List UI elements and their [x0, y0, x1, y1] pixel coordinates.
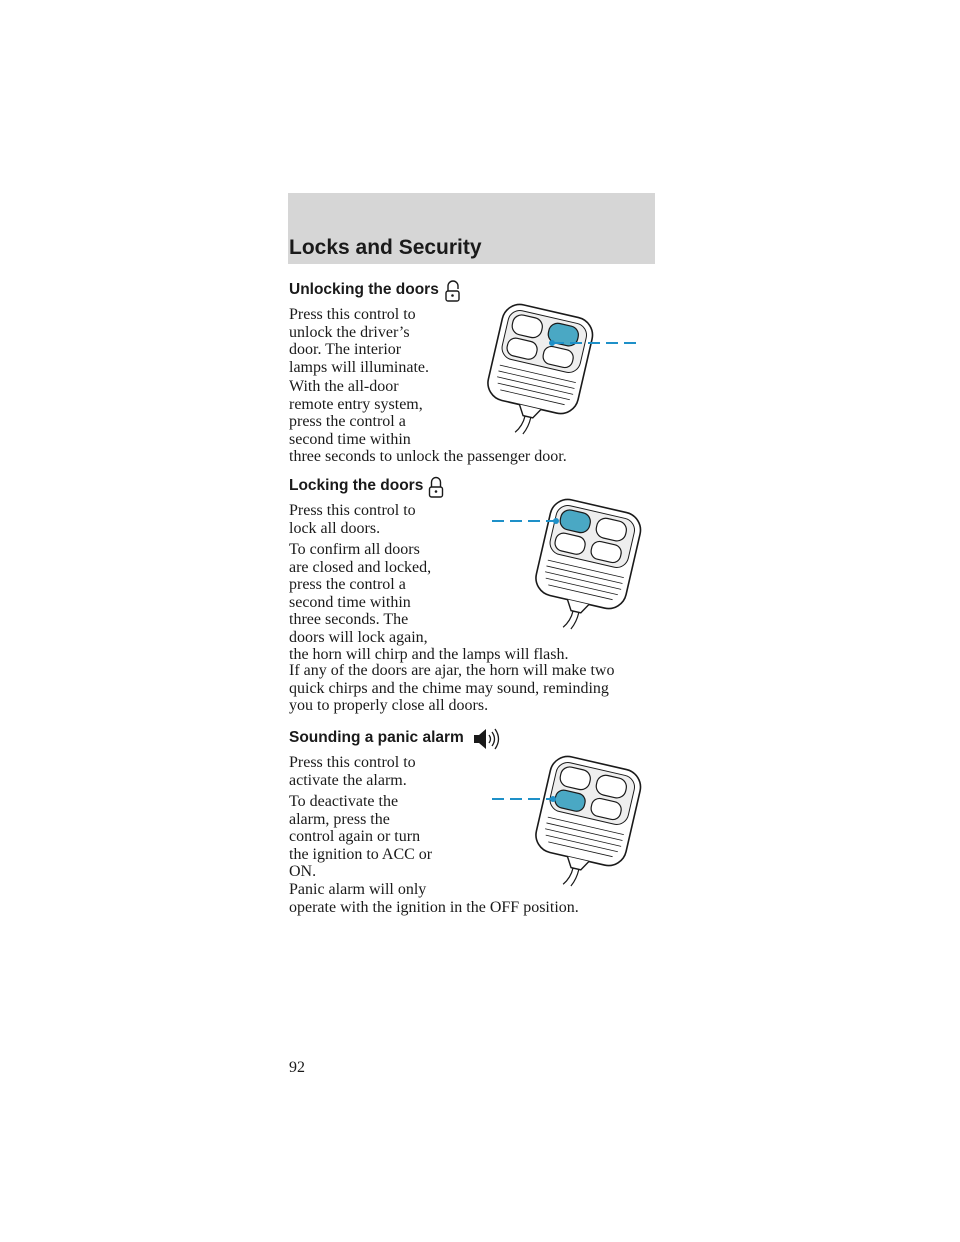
- panic-paragraph-3: Panic alarm will only operate with the ignition in the OFF position.: [289, 881, 579, 916]
- heading-panic-alarm: Sounding a panic alarm: [289, 729, 464, 746]
- heading-unlocking-doors: Unlocking the doors: [289, 281, 439, 298]
- unlock-paragraph-2: With the all-door remote entry system, press the control a second time within three seconds to unlock the passenger door.: [289, 378, 567, 465]
- unlock-paragraph-1: Press this control to unlock the driver’s door. The interior lamps will illuminate.: [289, 306, 429, 376]
- lock-paragraph-1: Press this control to lock all doors.: [289, 502, 416, 537]
- remote-fob-unlock-figure: [480, 300, 645, 440]
- page-section-title: Locks and Security: [289, 236, 482, 259]
- lock-paragraph-2: To confirm all doors are closed and locked, press the control a second time within three seconds. The doors will lock again, the horn will chirp and the lamps will flash.: [289, 541, 569, 663]
- panic-paragraph-2: To deactivate the alarm, press the control again or turn the ignition to ACC or ON.: [289, 793, 433, 880]
- horn-icon: [472, 727, 502, 751]
- heading-locking-doors: Locking the doors: [289, 477, 424, 494]
- unlock-icon: [444, 280, 462, 302]
- remote-fob-panic-figure: [488, 752, 648, 897]
- lock-icon: [428, 476, 444, 498]
- remote-fob-lock-figure: [488, 495, 648, 640]
- panic-paragraph-1: Press this control to activate the alarm.: [289, 754, 416, 789]
- lock-paragraph-3: If any of the doors are ajar, the horn will make two quick chirps and the chime may sound, reminding you to properly close all doors.: [289, 662, 615, 714]
- page-number: 92: [289, 1059, 305, 1076]
